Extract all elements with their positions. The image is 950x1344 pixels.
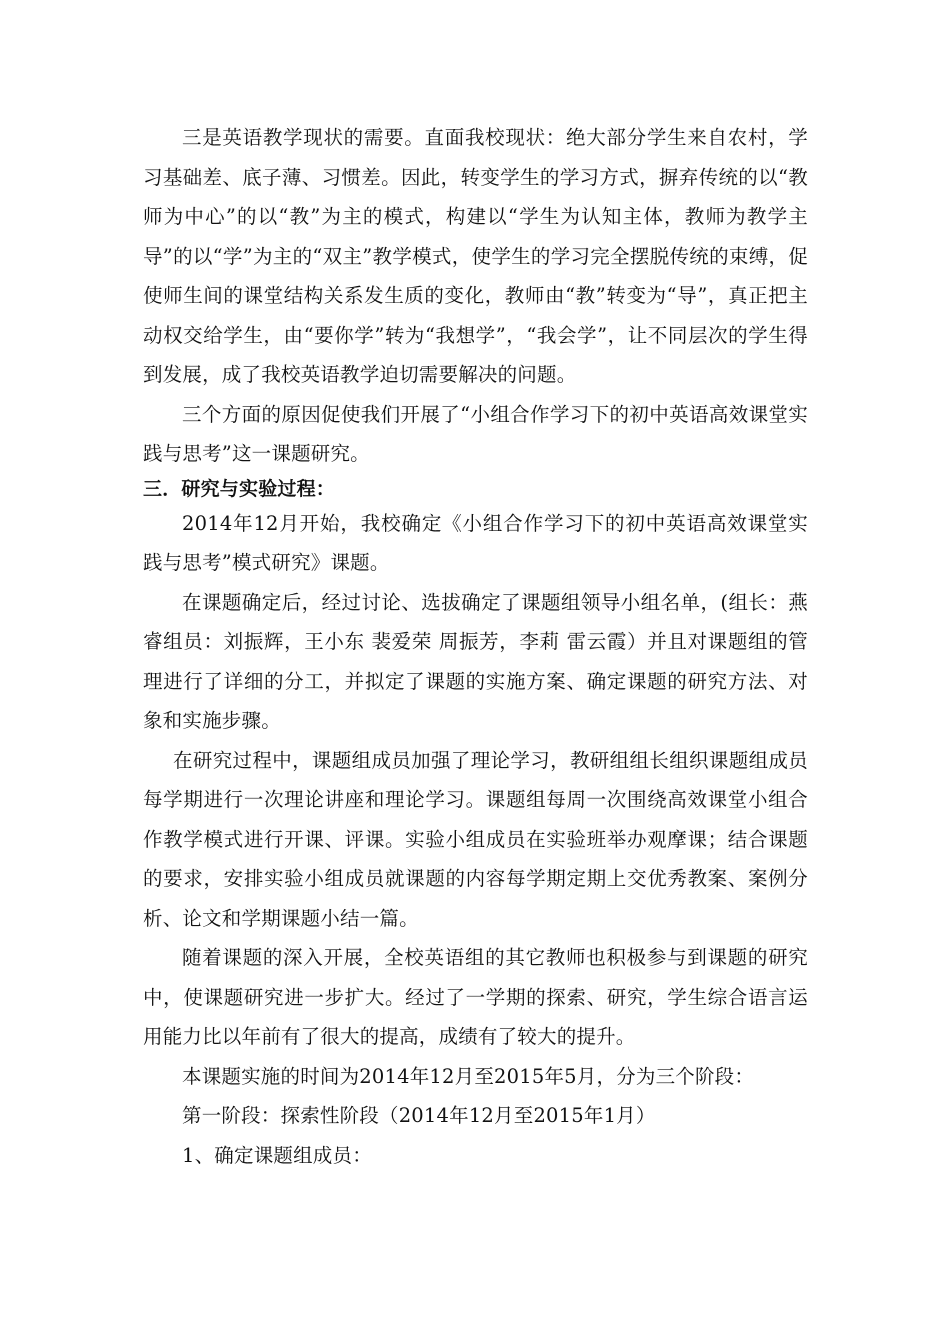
paragraph-english-teaching-status: 三是英语教学现状的需要。直面我校现状：绝大部分学生来自农村，学习基础差、底子薄、习惯差。因此，转变学生的学习方式，摒弃传统的以“教师为中心”的以“教”为主的模式，构建以“学生为认知主体，教师为教学主导”的以“学”为主的“双主”教学模式，使学生的学习完全摆脱传统的束缚，促使师生间的课堂结构关系发生质的变化，教师由“教”转变为“导”，真正把主动权交给学生，由“要你学”转为“我想学”，“我会学”，让不同层次的学生得到发展，成了我校英语教学迫切需要解决的问题。 [143, 126, 808, 386]
paragraph-project-team: 在课题确定后，经过讨论、选拔确定了课题组领导小组名单，(组长：燕睿组员：刘振辉，王小东 裴爱荣 周振芳，李莉 雷云霞）并且对课题组的管理进行了详细的分工，并拟定了课题的实施方案、确定课题的研究方法、对象和实施步骤。 [143, 590, 808, 732]
paragraph-team-members-item: 1、确定课题组成员： [182, 1143, 372, 1167]
paragraph-project-start: 2014年12月开始，我校确定《小组合作学习下的初中英语高效课堂实践与思考”模式研究》课题。 [143, 511, 808, 574]
section-heading-research-process: 三．研究与实验过程： [143, 477, 336, 500]
paragraph-implementation-time: 本课题实施的时间为2014年12月至2015年5月，分为三个阶段： [182, 1064, 755, 1088]
paragraph-research-process: 在研究过程中，课题组成员加强了理论学习，教研组组长组织课题组成员每学期进行一次理论讲座和理论学习。课题组每周一次围绕高效课堂小组合作教学模式进行开课、评课。实验小组成员在实验班举办观摩课；结合课题的要求，安排实验小组成员就课题的内容每学期定期上交优秀教案、案例分析、论文和学期课题小结一篇。 [143, 748, 808, 930]
document-body [143, 118, 808, 1175]
paragraph-first-stage: 第一阶段：探索性阶段（2014年12月至2015年1月） [182, 1104, 656, 1127]
paragraph-project-expansion: 随着课题的深入开展，全校英语组的其它教师也积极参与到课题的研究中，使课题研究进一步扩大。经过了一学期的探索、研究，学生综合语言运用能力比以年前有了很大的提高，成绩有了较大的提升。 [143, 946, 808, 1048]
paragraph-three-reasons: 三个方面的原因促使我们开展了“小组合作学习下的初中英语高效课堂实践与思考”这一课题研究。 [143, 402, 808, 465]
